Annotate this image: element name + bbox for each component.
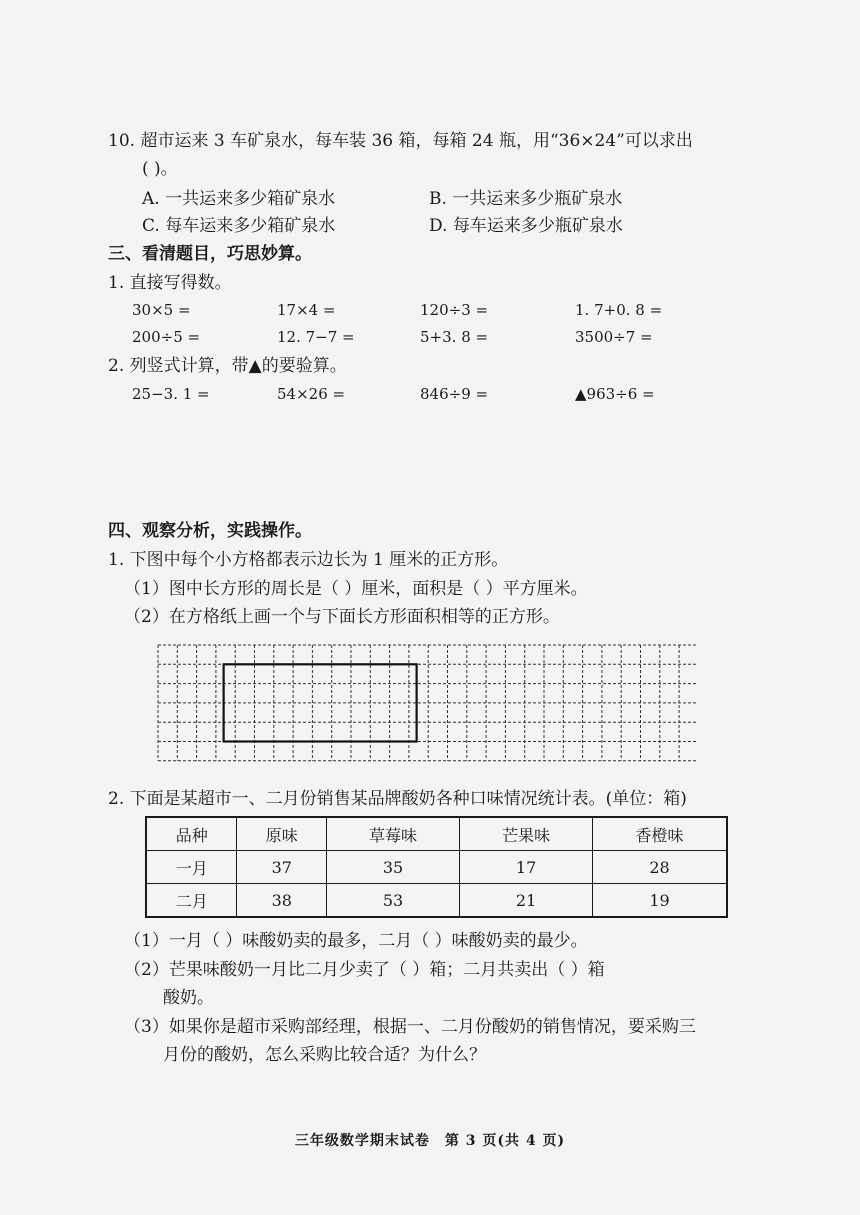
section-4-q1-sub1: （1）图中长方形的周长是（ ）厘米，面积是（ ）平方厘米。: [124, 579, 588, 599]
question-10-blank: ( )。: [142, 159, 178, 179]
table-row-label: 一月: [146, 851, 237, 884]
vertical-calc-item: 54×26 =: [277, 385, 346, 403]
table-cell: 28: [593, 851, 727, 884]
mental-calc-item: 30×5 =: [132, 301, 191, 319]
table-header-row: [146, 817, 727, 851]
option-c: C. 每车运来多少箱矿泉水: [142, 216, 336, 236]
table-header-cell: 芒果味: [460, 817, 593, 851]
option-b: B. 一共运来多少瓶矿泉水: [429, 189, 623, 209]
section-3-q2-title: 2. 列竖式计算，带▲的要验算。: [108, 356, 347, 376]
grid-paper[interactable]: [157, 644, 697, 764]
table-sub1: （1）一月（ ）味酸奶卖的最多，二月（ ）味酸奶卖的最少。: [124, 931, 588, 951]
table-sub3a: （3）如果你是超市采购部经理，根据一、二月份酸奶的销售情况，要采购三: [124, 1017, 696, 1037]
table-question-title: 2. 下面是某超市一、二月份销售某品牌酸奶各种口味情况统计表。(单位：箱): [108, 789, 687, 809]
table-header-cell: 草莓味: [327, 817, 460, 851]
mental-calc-item: 3500÷7 =: [575, 328, 653, 346]
table-header-cell: 品种: [146, 817, 237, 851]
table-row: [146, 884, 727, 918]
vertical-calc-item: ▲963÷6 =: [575, 385, 655, 403]
vertical-calc-item: 25−3. 1 =: [132, 385, 210, 403]
mental-calc-item: 12. 7−7 =: [277, 328, 355, 346]
table-cell: 53: [327, 884, 460, 918]
page-footer: 三年级数学期末试卷 第 3 页(共 4 页): [294, 1133, 566, 1149]
table-cell: 35: [327, 851, 460, 884]
section-4-title: 四、观察分析，实践操作。: [108, 521, 312, 541]
mental-calc-item: 5+3. 8 =: [420, 328, 489, 346]
table-cell: 21: [460, 884, 593, 918]
question-10-stem: 10. 超市运来 3 车矿泉水，每车装 36 箱，每箱 24 瓶，用“36×24”可以求出: [108, 131, 693, 151]
table-cell: 38: [237, 884, 327, 918]
section-3-title: 三、看清题目，巧思妙算。: [108, 244, 312, 264]
table-row: [146, 851, 727, 884]
table-cell: 19: [593, 884, 727, 918]
mental-calc-item: 1. 7+0. 8 =: [575, 301, 663, 319]
table-row-label: 二月: [146, 884, 237, 918]
sales-table: [145, 816, 728, 918]
vertical-calc-item: 846÷9 =: [420, 385, 489, 403]
option-a: A. 一共运来多少箱矿泉水: [142, 189, 336, 209]
table-header-cell: 原味: [237, 817, 327, 851]
option-d: D. 每车运来多少瓶矿泉水: [429, 216, 623, 236]
mental-calc-item: 200÷5 =: [132, 328, 201, 346]
table-sub3b: 月份的酸奶，怎么采购比较合适？为什么？: [163, 1045, 486, 1065]
table-sub2a: （2）芒果味酸奶一月比二月少卖了（ ）箱；二月共卖出（ ）箱: [124, 960, 605, 980]
mental-calc-item: 120÷3 =: [420, 301, 489, 319]
table-sub2b: 酸奶。: [163, 988, 214, 1008]
table-cell: 17: [460, 851, 593, 884]
mental-calc-item: 17×4 =: [277, 301, 336, 319]
table-cell: 37: [237, 851, 327, 884]
section-4-q1-sub2: （2）在方格纸上画一个与下面长方形面积相等的正方形。: [124, 607, 560, 627]
section-4-q1-title: 1. 下图中每个小方格都表示边长为 1 厘米的正方形。: [108, 550, 509, 570]
table-header-cell: 香橙味: [593, 817, 727, 851]
section-3-q1-title: 1. 直接写得数。: [108, 273, 232, 293]
